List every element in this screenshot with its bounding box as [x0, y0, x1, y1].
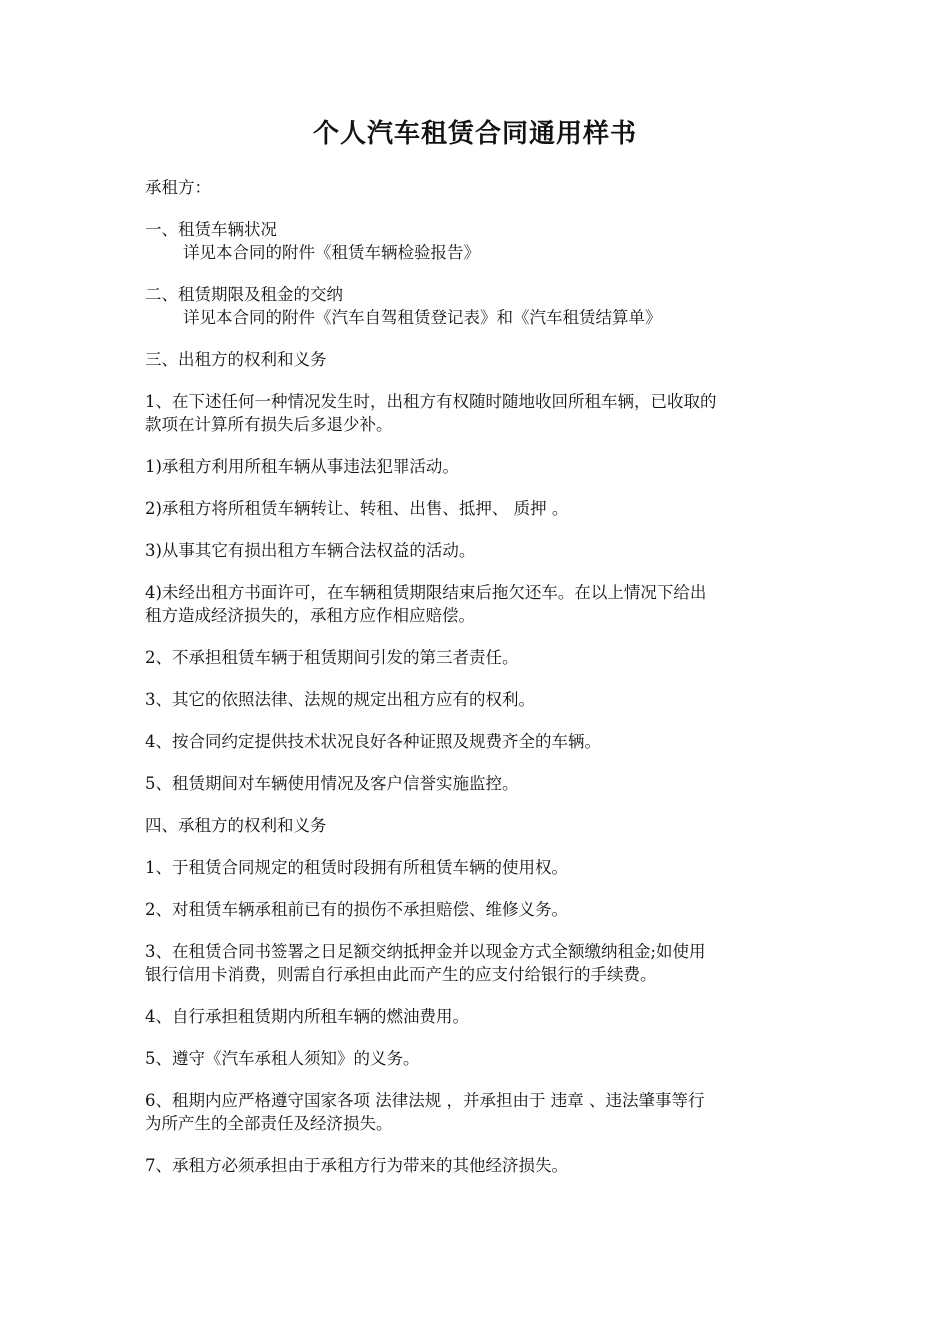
paragraph-line: 2、不承担租赁车辆于租赁期间引发的第三者责任。 — [145, 648, 519, 667]
paragraph-line: 4、按合同约定提供技术状况良好各种证照及规费齐全的车辆。 — [145, 732, 601, 751]
paragraph-line: 5、租赁期间对车辆使用情况及客户信誉实施监控。 — [145, 774, 519, 793]
paragraph-line: 1)承租方利用所租车辆从事违法犯罪活动。 — [145, 457, 459, 476]
paragraph-line: 二、租赁期限及租金的交纳 — [145, 285, 343, 304]
paragraph-line: 3、其它的依照法律、法规的规定出租方应有的权利。 — [145, 690, 535, 709]
paragraph — [145, 176, 810, 199]
paragraph-line: 3、在租赁合同书签署之日足额交纳抵押金并以现金方式全额缴纳租金;如使用 — [145, 942, 706, 961]
paragraph-line: 1、在下述任何一种情况发生时，出租方有权随时随地收回所租车辆，已收取的 — [145, 392, 717, 411]
paragraph — [145, 688, 810, 711]
paragraph — [145, 348, 810, 371]
paragraph — [145, 1089, 810, 1135]
paragraph — [145, 1005, 810, 1028]
paragraph — [145, 646, 810, 669]
paragraph-line: 2、对租赁车辆承租前已有的损伤不承担赔偿、维修义务。 — [145, 900, 568, 919]
document-title: 个人汽车租赁合同通用样书 — [312, 119, 637, 149]
paragraph — [145, 218, 810, 264]
paragraph-line: 5、遵守《汽车承租人须知》的义务。 — [145, 1049, 420, 1068]
paragraph — [145, 283, 810, 329]
paragraph-line: 一、租赁车辆状况 — [145, 220, 277, 239]
paragraph — [145, 539, 810, 562]
paragraph-line: 6、租期内应严格遵守国家各项 法律法规 ，并承担由于 违章 、违法肇事等行 — [145, 1091, 705, 1110]
paragraph — [145, 1154, 810, 1177]
paragraph-line: 四、承租方的权利和义务 — [145, 816, 327, 835]
paragraph-line: 2)承租方将所租赁车辆转让、转租、出售、抵押、 质押 。 — [145, 499, 569, 518]
paragraph-line: 承租方： — [145, 178, 211, 197]
paragraph-line: 7、承租方必须承担由于承租方行为带来的其他经济损失。 — [145, 1156, 568, 1175]
paragraph — [145, 455, 810, 478]
indented-line: 详见本合同的附件《汽车自驾租赁登记表》和《汽车租赁结算单》 — [183, 308, 662, 327]
paragraph-line: 4、自行承担租赁期内所租车辆的燃油费用。 — [145, 1007, 469, 1026]
paragraph-line: 4)未经出租方书面许可，在车辆租赁期限结束后拖欠还车。在以上情况下给出 — [145, 583, 707, 602]
paragraph-line: 银行信用卡消费，则需自行承担由此而产生的应支付给银行的手续费。 — [145, 965, 657, 984]
paragraph-line: 租方造成经济损失的，承租方应作相应赔偿。 — [145, 606, 475, 625]
paragraph — [145, 856, 810, 879]
paragraph-line: 3)从事其它有损出租方车辆合法权益的活动。 — [145, 541, 476, 560]
paragraph — [145, 814, 810, 837]
paragraph — [145, 497, 810, 520]
paragraph — [145, 898, 810, 921]
indented-line: 详见本合同的附件《租赁车辆检验报告》 — [183, 243, 480, 262]
paragraph — [145, 390, 810, 436]
paragraph — [145, 730, 810, 753]
paragraph-line: 1、于租赁合同规定的租赁时段拥有所租赁车辆的使用权。 — [145, 858, 568, 877]
paragraph-line: 三、出租方的权利和义务 — [145, 350, 327, 369]
document-body — [145, 176, 810, 1196]
paragraph-line: 为所产生的全部责任及经济损失。 — [145, 1114, 393, 1133]
paragraph — [145, 772, 810, 795]
paragraph — [145, 940, 810, 986]
paragraph-line: 款项在计算所有损失后多退少补。 — [145, 415, 393, 434]
paragraph — [145, 1047, 810, 1070]
paragraph — [145, 581, 810, 627]
